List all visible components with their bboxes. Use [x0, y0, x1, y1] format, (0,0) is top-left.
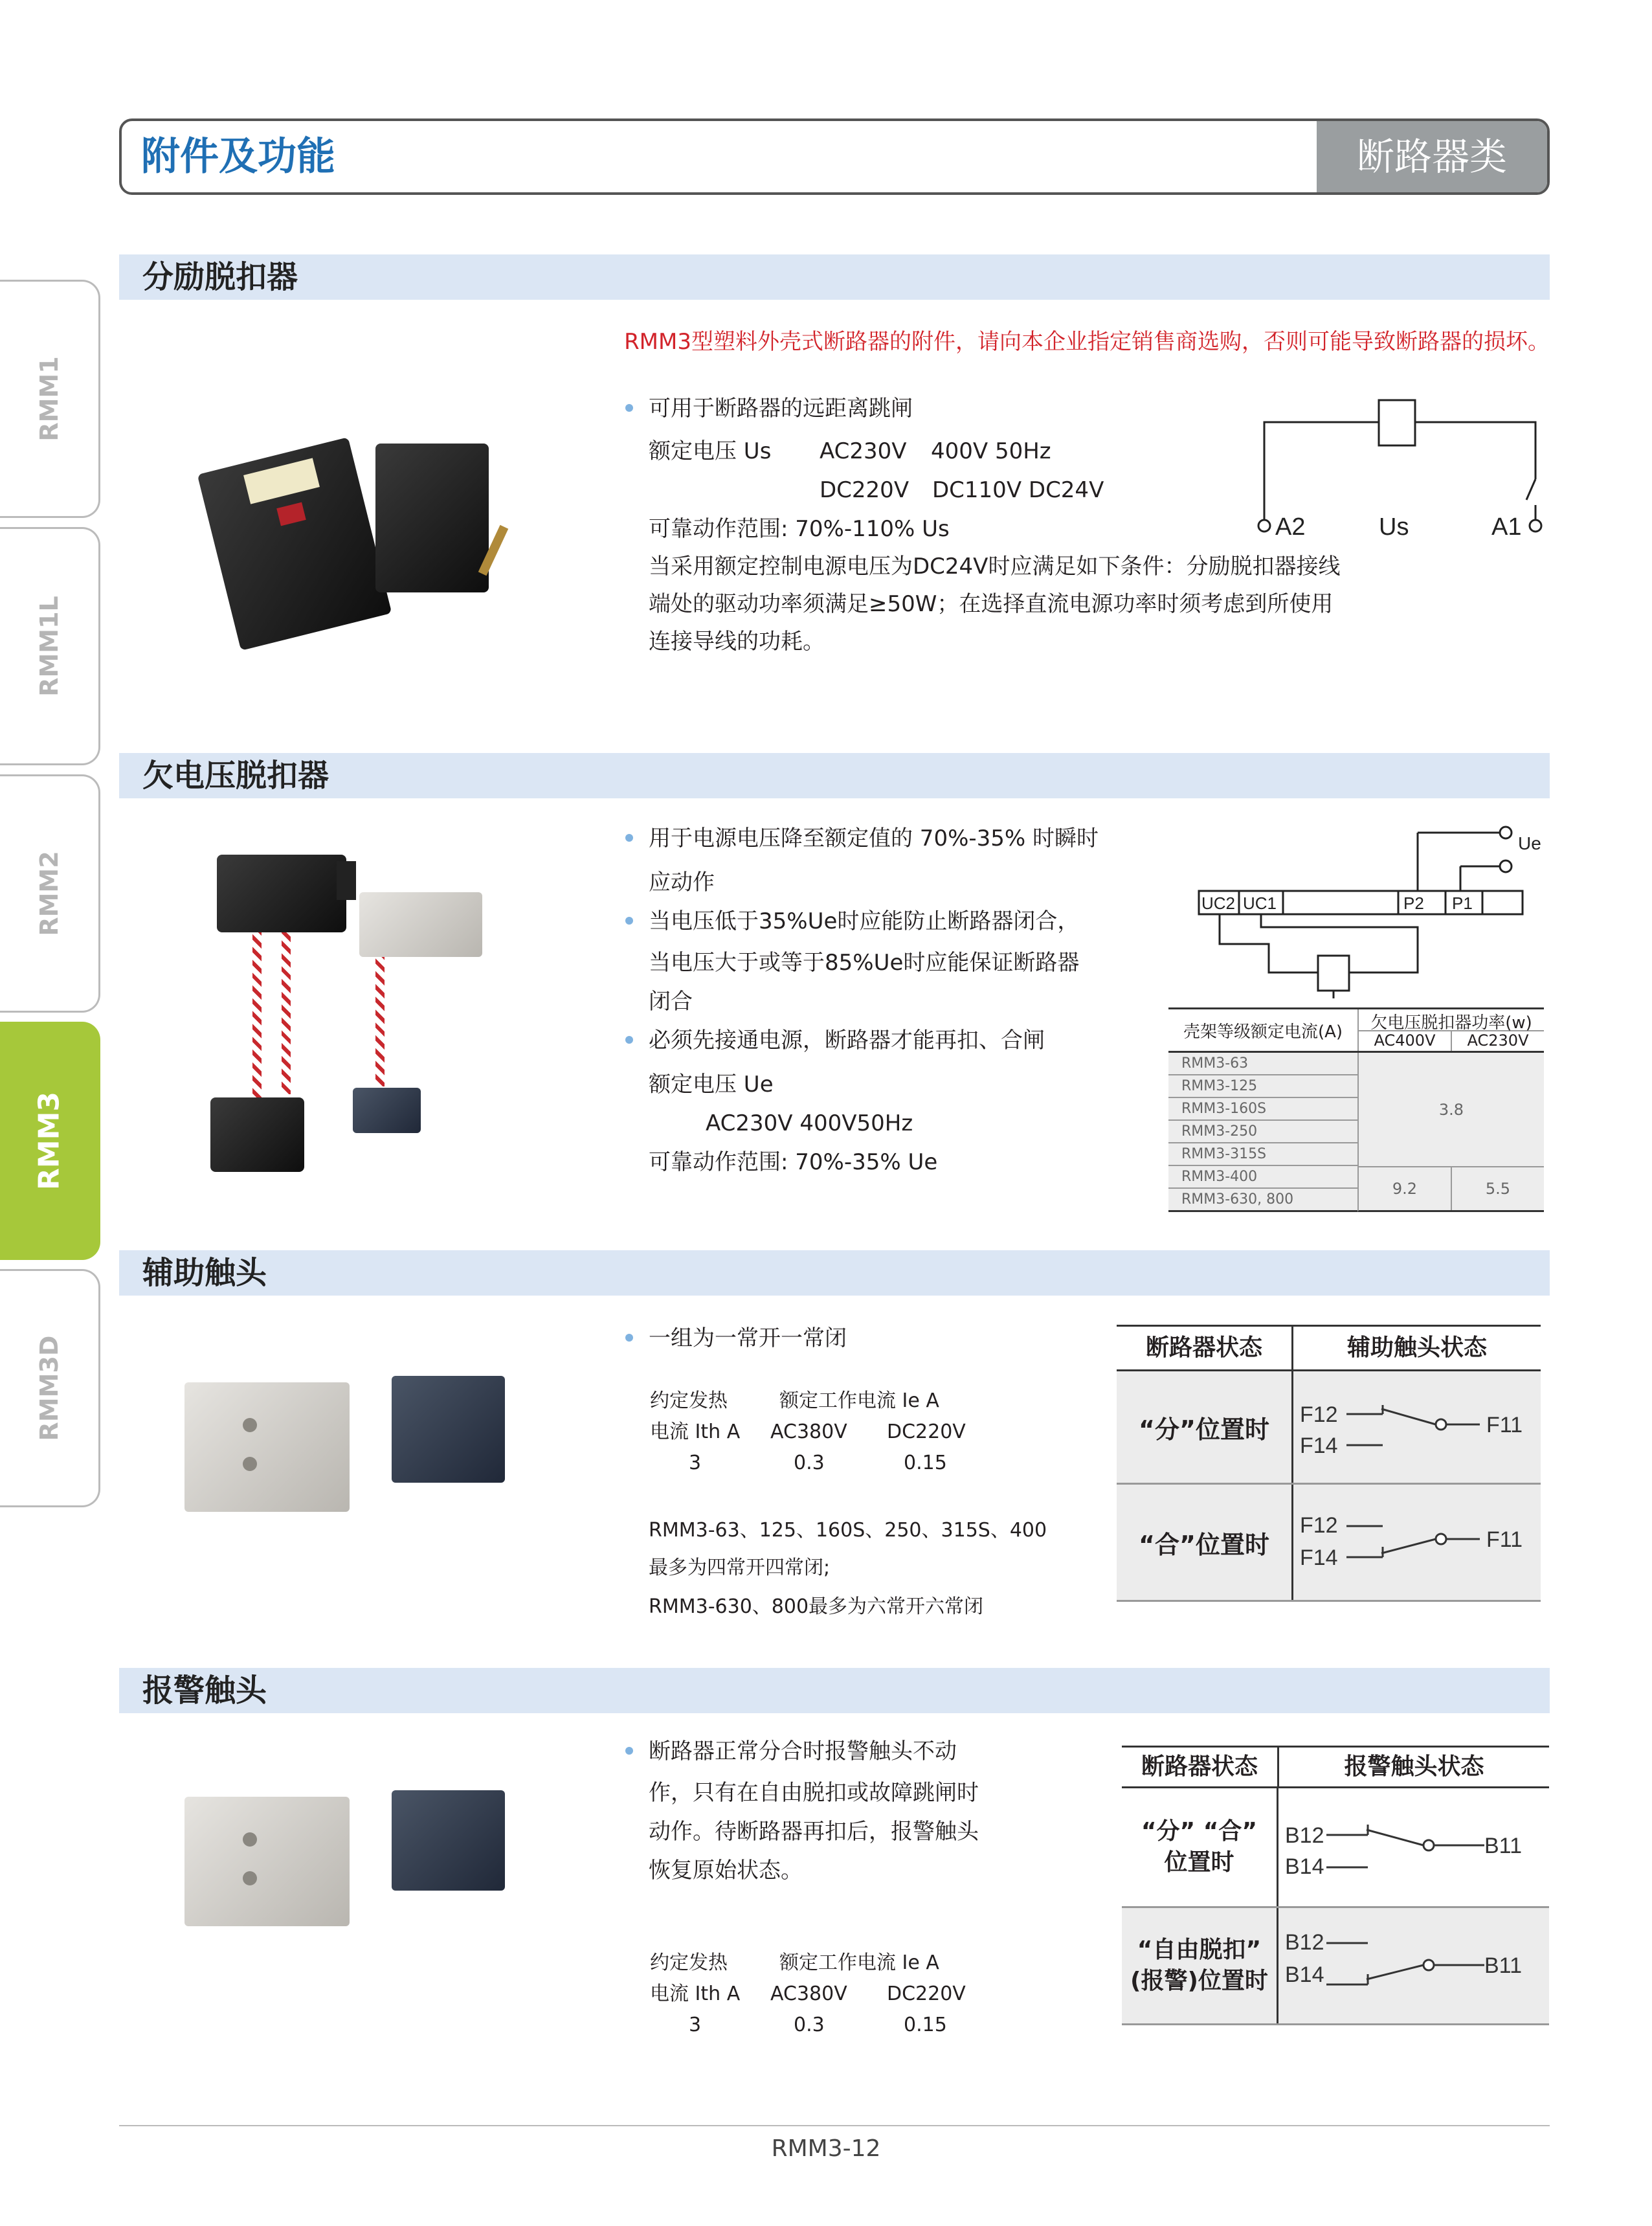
- state-label: “分” “合”: [1141, 1818, 1258, 1845]
- svg-text:B14: B14: [1284, 1962, 1324, 1987]
- svg-text:B14: B14: [1284, 1854, 1324, 1879]
- category-label: 断路器类: [1317, 121, 1547, 192]
- alarm-line: 动作。待断路器再扣后，报警触头: [649, 1819, 979, 1845]
- state-label: 位置时: [1164, 1849, 1234, 1876]
- undervoltage-wiring-diagram: [1198, 824, 1560, 1005]
- shunt-line: 可靠动作范围: 70%-110% Us: [649, 516, 950, 542]
- contact-closed-symbol: [1293, 1485, 1539, 1600]
- svg-text:B11: B11: [1484, 1953, 1522, 1978]
- tab-rmm3d[interactable]: [0, 1269, 100, 1507]
- aux-note: 最多为四常开四常闭;: [649, 1557, 831, 1579]
- svg-text:F12: F12: [1300, 1402, 1338, 1427]
- section-shunt-release: [119, 254, 1550, 300]
- tab-label: RMM2: [35, 851, 63, 936]
- svg-text:B12: B12: [1284, 1930, 1324, 1955]
- uv-line: 当电压大于或等于85%Ue时应能保证断路器: [649, 950, 1080, 976]
- shunt-line: DC110V DC24V: [932, 477, 1104, 503]
- table-cell: RMM3-160S: [1168, 1097, 1357, 1120]
- svg-text:B12: B12: [1284, 1823, 1324, 1848]
- svg-text:F12: F12: [1300, 1513, 1338, 1538]
- label-p2: P2: [1403, 894, 1424, 913]
- uv-line: 用于电源电压降至额定值的 70%-35% 时瞬时: [649, 820, 1099, 857]
- alarm-line: 断路器正常分合时报警触头不动: [649, 1733, 957, 1770]
- shunt-line: 可用于断路器的远距离跳闸: [649, 390, 913, 427]
- table-header: 报警触头状态: [1344, 1753, 1484, 1780]
- warning-text: RMM3型塑料外壳式断路器的附件，请向本企业指定销售商选购，否则可能导致断路器的损坏。: [624, 329, 1550, 355]
- aux-note: RMM3-630、800最多为六常开六常闭: [649, 1595, 984, 1618]
- tab-rmm2[interactable]: [0, 774, 100, 1013]
- state-trip: [1122, 1908, 1278, 2023]
- label-ue: Ue: [1518, 833, 1541, 853]
- tab-rmm1l[interactable]: [0, 527, 100, 765]
- uv-line: 额定电压 Ue: [649, 1072, 774, 1097]
- alarm-trip-symbol: [1278, 1908, 1549, 2023]
- table-subheader: AC400V: [1359, 1031, 1452, 1051]
- aux-spec: AC380V: [770, 1421, 847, 1443]
- state-open: “分”位置时: [1117, 1371, 1293, 1483]
- aux-spec: 0.3: [794, 1452, 825, 1474]
- state-label: (报警)位置时: [1130, 1968, 1268, 1994]
- table-cell: RMM3-400: [1168, 1165, 1357, 1188]
- section-title: 分励脱扣器: [142, 259, 298, 295]
- shunt-line: 额定电压 Us: [649, 438, 772, 464]
- table-cell: RMM3-63: [1168, 1053, 1357, 1075]
- alarm-spec: DC220V: [887, 1983, 966, 2005]
- table-cell: 9.2: [1359, 1167, 1452, 1210]
- state-label: “自由脱扣”: [1137, 1937, 1262, 1963]
- aux-spec: 约定发热: [650, 1389, 728, 1412]
- section-title: 辅助触头: [142, 1255, 267, 1291]
- undervoltage-power-table: [1168, 1007, 1544, 1212]
- aux-spec: 额定工作电流 Ie A: [779, 1389, 939, 1412]
- table-header: 断路器状态: [1122, 1748, 1279, 1786]
- aux-spec: 0.15: [904, 1452, 947, 1474]
- uv-line: 可靠动作范围: 70%-35% Ue: [649, 1149, 938, 1175]
- shunt-release-photo: [201, 427, 524, 647]
- tab-label: RMM3: [32, 1091, 66, 1191]
- label-uc2: UC2: [1201, 894, 1236, 913]
- alarm-spec: 电流 Ith A: [650, 1983, 741, 2005]
- footer-divider: [119, 2125, 1550, 2126]
- alarm-contact-photo: [184, 1787, 534, 1929]
- svg-text:F11: F11: [1486, 1527, 1523, 1552]
- uv-line: 必须先接通电源，断路器才能再扣、合闸: [649, 1022, 1045, 1059]
- table-subheader: AC230V: [1467, 1031, 1529, 1050]
- shunt-line: 连接导线的功耗。: [649, 629, 825, 655]
- alarm-spec: 0.15: [904, 2014, 947, 2036]
- uv-line: AC230V 400V50Hz: [706, 1110, 913, 1136]
- auxiliary-contact-photo: [184, 1373, 534, 1515]
- uv-line: 应动作: [649, 870, 715, 895]
- state-closed: “合”位置时: [1117, 1485, 1293, 1600]
- alarm-spec: AC380V: [770, 1983, 847, 2005]
- table-cell: RMM3-250: [1168, 1120, 1357, 1143]
- section-title: 报警触头: [142, 1672, 267, 1709]
- aux-spec: 3: [689, 1452, 702, 1474]
- shunt-line: 当采用额定控制电源电压为DC24V时应满足如下条件：分励脱扣器接线: [649, 554, 1341, 579]
- shunt-line: AC230V: [820, 438, 907, 464]
- page-number: RMM3-12: [771, 2135, 881, 2162]
- alarm-state-table: [1122, 1746, 1549, 2025]
- svg-text:F14: F14: [1300, 1433, 1338, 1458]
- label-us: Us: [1379, 513, 1409, 541]
- table-header: 壳架等级额定电流(A): [1168, 1009, 1359, 1051]
- alarm-normal-symbol: [1278, 1788, 1549, 1906]
- table-cell: 3.8: [1359, 1053, 1544, 1167]
- label-uc1: UC1: [1243, 894, 1277, 913]
- table-header: 欠电压脱扣器功率(w): [1359, 1009, 1544, 1031]
- table-header: 辅助触头状态: [1346, 1334, 1487, 1361]
- aux-spec: DC220V: [887, 1421, 966, 1443]
- alarm-line: 恢复原始状态。: [649, 1858, 803, 1883]
- aux-note: RMM3-63、125、160S、250、315S、400: [649, 1519, 1047, 1542]
- shunt-line: 端处的驱动功率须满足≥50W；在选择直流电源功率时须考虑到所使用: [649, 591, 1334, 617]
- auxiliary-state-table: [1117, 1325, 1541, 1602]
- aux-spec: 电流 Ith A: [650, 1421, 741, 1443]
- shunt-wiring-diagram: [1249, 388, 1547, 544]
- tab-rmm1[interactable]: [0, 280, 100, 518]
- table-cell: RMM3-315S: [1168, 1143, 1357, 1165]
- section-auxiliary-contact: [119, 1250, 1550, 1296]
- state-normal: [1122, 1788, 1278, 1906]
- page-title: 附件及功能: [141, 134, 335, 179]
- svg-text:B11: B11: [1484, 1834, 1522, 1858]
- table-header: 断路器状态: [1117, 1327, 1293, 1369]
- label-a1: A1: [1491, 513, 1522, 541]
- uv-line: 当电压低于35%Ue时应能防止断路器闭合，: [649, 903, 1079, 940]
- tab-label: RMM1L: [35, 596, 63, 697]
- shunt-line: 400V 50Hz: [931, 438, 1051, 464]
- table-cell: RMM3-125: [1168, 1075, 1357, 1097]
- page-header: [119, 118, 1550, 195]
- tab-label: RMM3D: [35, 1335, 63, 1441]
- label-p1: P1: [1452, 894, 1473, 913]
- tab-rmm3[interactable]: [0, 1022, 100, 1260]
- alarm-spec: 约定发热: [650, 1951, 728, 1974]
- svg-text:F11: F11: [1486, 1413, 1523, 1437]
- tab-label: RMM1: [35, 356, 63, 442]
- alarm-spec: 3: [689, 2014, 702, 2036]
- svg-text:F14: F14: [1300, 1546, 1338, 1570]
- label-a2: A2: [1275, 513, 1306, 541]
- section-undervoltage-release: [119, 753, 1550, 798]
- table-cell: 5.5: [1485, 1180, 1511, 1198]
- uv-line: 闭合: [649, 989, 693, 1015]
- aux-line: 一组为一常开一常闭: [649, 1320, 847, 1357]
- contact-open-symbol: [1293, 1371, 1539, 1483]
- section-alarm-contact: [119, 1668, 1550, 1713]
- undervoltage-release-photo: [191, 848, 489, 1172]
- alarm-line: 作，只有在自由脱扣或故障跳闸时: [649, 1780, 979, 1806]
- shunt-line: DC220V: [820, 477, 910, 503]
- alarm-spec: 额定工作电流 Ie A: [779, 1951, 939, 1974]
- section-title: 欠电压脱扣器: [142, 758, 329, 794]
- alarm-spec: 0.3: [794, 2014, 825, 2036]
- table-cell: RMM3-630, 800: [1168, 1188, 1357, 1211]
